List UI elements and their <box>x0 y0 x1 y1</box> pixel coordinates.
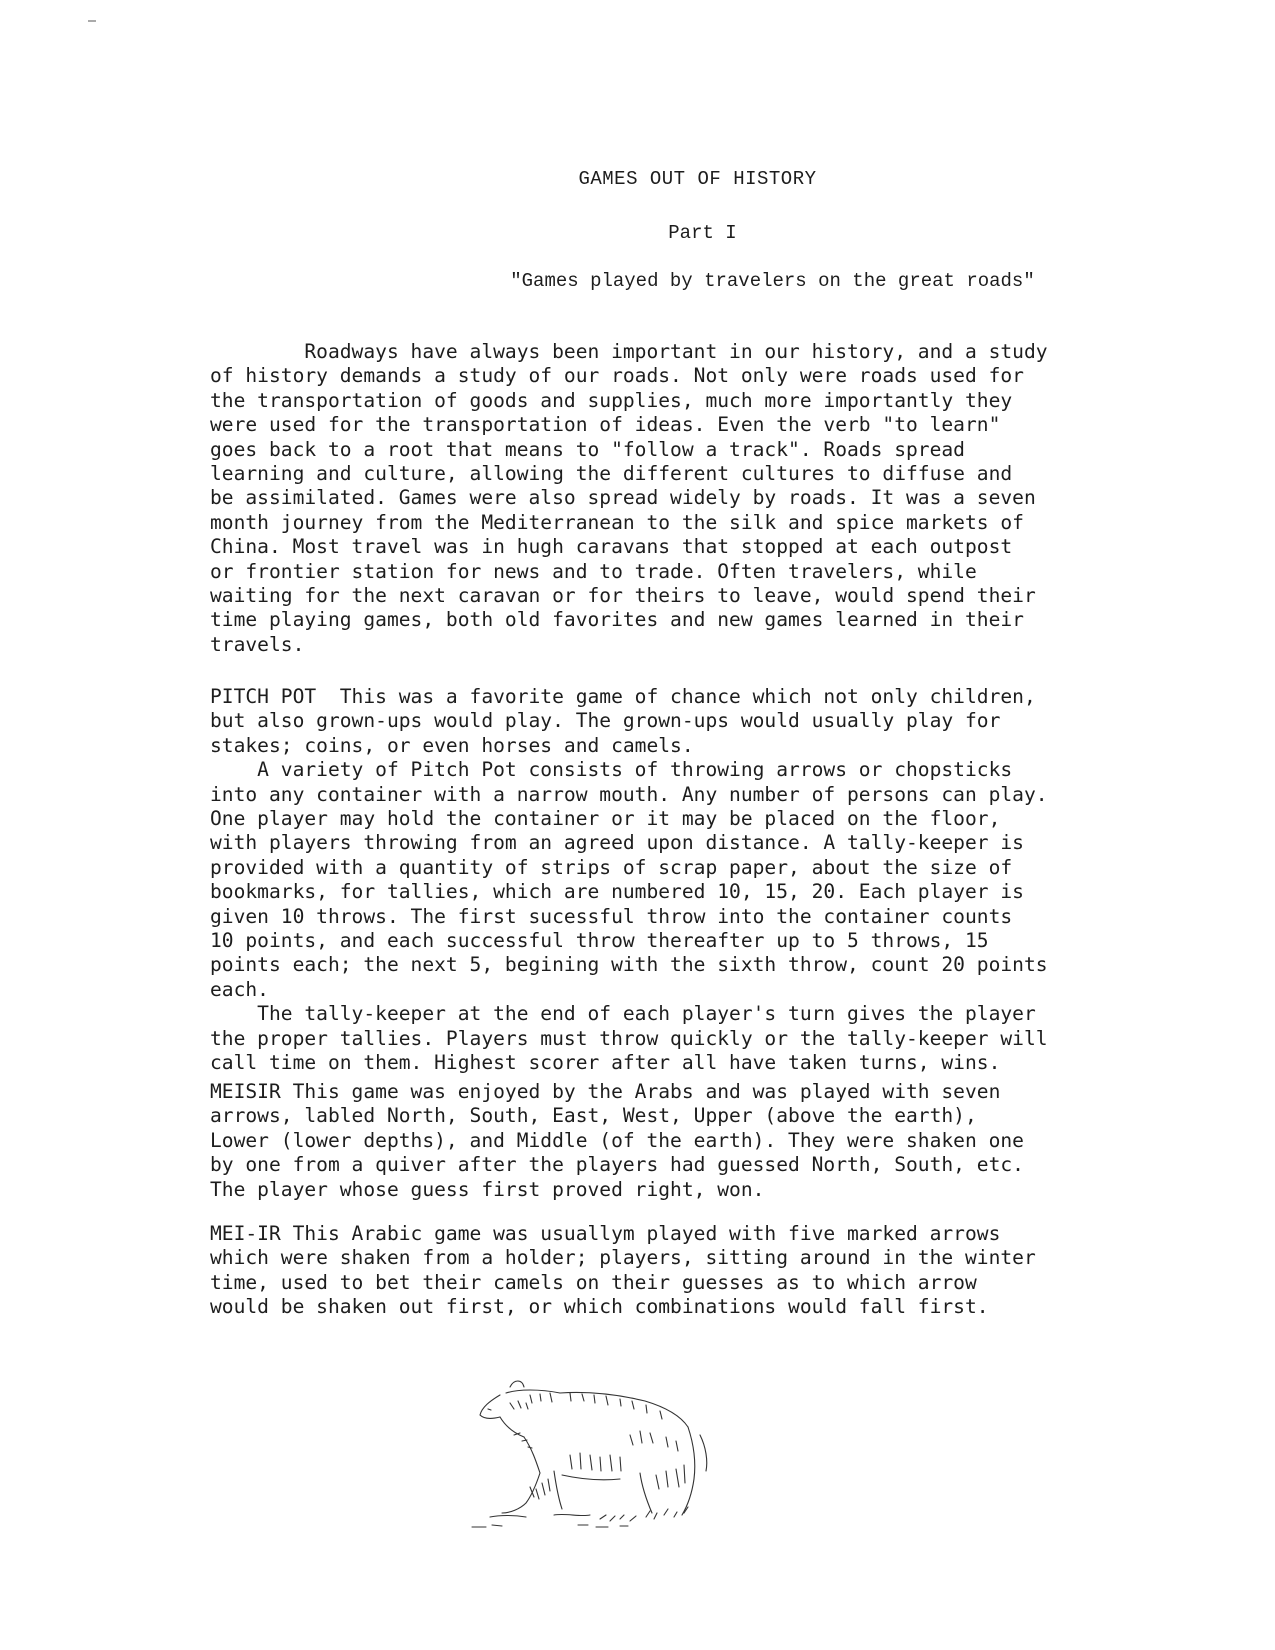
mei-ir-section: MEI-IR This Arabic game was usuallym played with five marked arrows which were shaken from a holder; players, sitting around in the winter time, used to bet their camels on their guesses as to which arrow would be shaken out first, or which combinations would fall first. <box>210 1222 1036 1319</box>
document-title: GAMES OUT OF HISTORY <box>578 168 817 190</box>
bear-sketch-icon <box>470 1375 740 1540</box>
pitch-pot-section: PITCH POT This was a favorite game of chance which not only children, but also grown-ups would play. The grown-ups would usually play for stakes; coins, or even horses and camels. A variety of Pitch Pot consists of throwing arrows or chopsticks into any container with a narrow mouth. Any number of persons can play. One player may hold the container or it may be placed on the floor, with players throwing from an agreed upon distance. A tally-keeper is provided with a quantity of strips of scrap paper, about the size of bookmarks, for tallies, which are numbered 10, 15, 20. Each player is given 10 throws. The first sucessful throw into the container counts 10 points, and each successful throw thereafter up to 5 throws, 15 points each; the next 5, begining with the sixth throw, count 20 points each. The tally-keeper at the end of each player's turn gives the player the proper tallies. Players must throw quickly or the tally-keeper will call time on them. Highest scorer after all have taken turns, wins. <box>210 685 1048 1075</box>
intro-paragraph: Roadways have always been important in our history, and a study of history demands a study of our roads. Not only were roads used for the transportation of goods and supplies, much more importantly they were used for the transportation of ideas. Even the verb "to learn" goes back to a root that means to "follow a track". Roads spread learning and culture, allowing the different cultures to diffuse and be assimilated. Games were also spread widely by roads. It was a seven month journey from the Mediterranean to the silk and spice markets of China. Most travel was in hugh caravans that stopped at each outpost or frontier station for news and to trade. Often travelers, while waiting for the next caravan or for theirs to leave, would spend their time playing games, both old favorites and new games learned in their travels. <box>210 340 1048 656</box>
document-subtitle: "Games played by travelers on the great roads" <box>510 270 1035 292</box>
ink-smudge <box>88 20 96 22</box>
part-heading: Part I <box>668 222 737 244</box>
meisir-section: MEISIR This game was enjoyed by the Arabs and was played with seven arrows, labled North, South, East, West, Upper (above the earth), Lower (lower depths), and Middle (of the earth). They were shaken one by one from a quiver after the players had guessed North, South, etc. The player whose guess first proved right, won. <box>210 1080 1024 1201</box>
